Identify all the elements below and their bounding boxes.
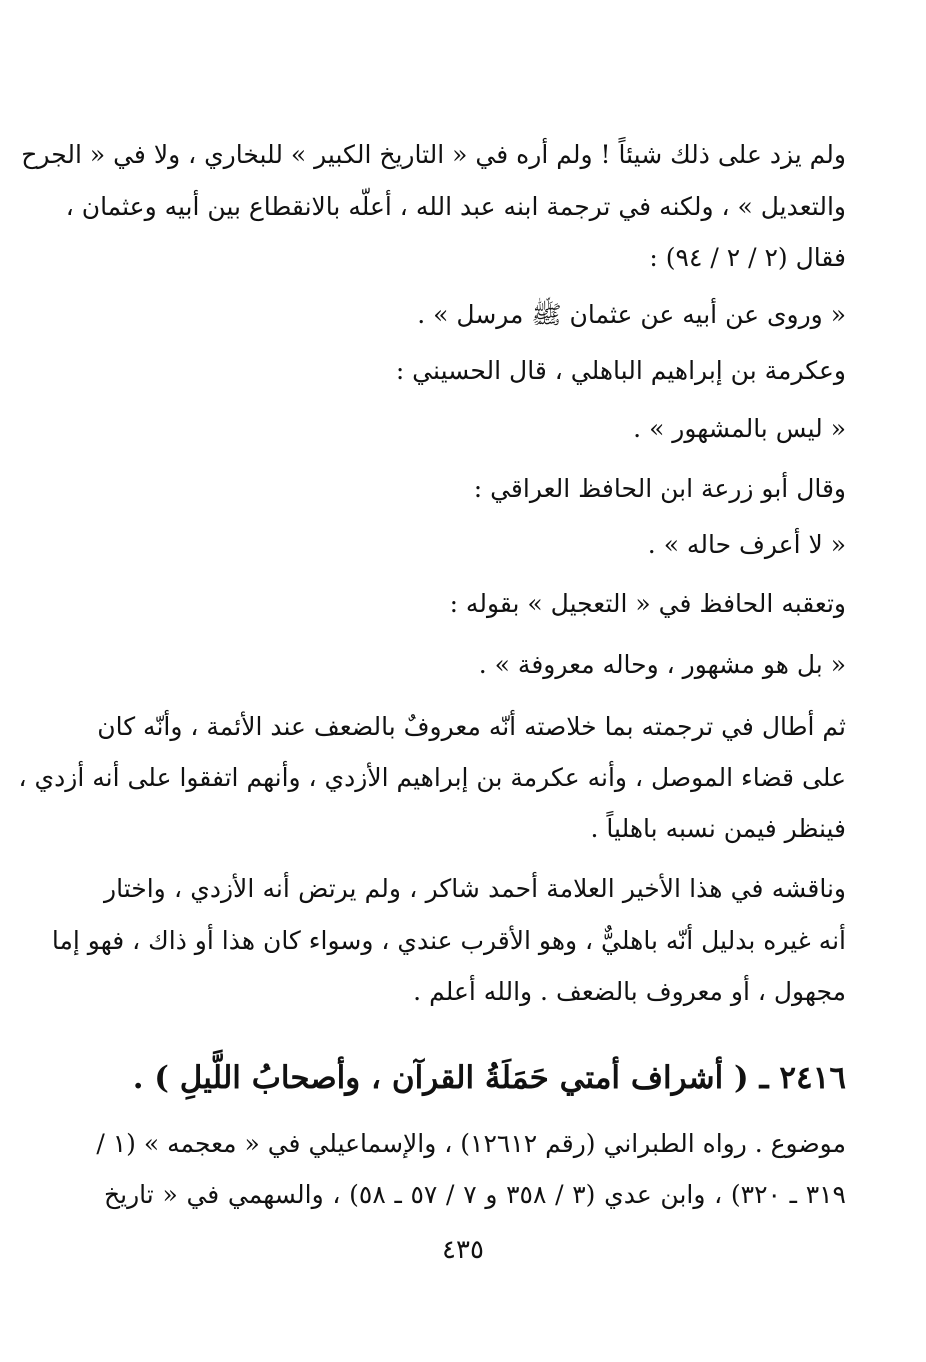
text-line-7: ثم أطال في ترجمته بما خلاصته أنّه معروفٌ بالضعف عند الأئمة ، وأنّه كان (97, 712, 846, 741)
text-line-3: فقال (٢ / ٢ / ٩٤) : (649, 243, 846, 272)
text-line-8: على قضاء الموصل ، وأنه عكرمة بن إبراهيم الأزدي ، وأنهم اتفقوا على أنه أزدي ، (18, 763, 846, 792)
quote-line-3: « لا أعرف حاله » . (647, 530, 846, 559)
text-line-10: وناقشه في هذا الأخير العلامة أحمد شاكر ، ولم يرتض أنه الأزدي ، واختار (104, 874, 846, 903)
text-line-9: فينظر فيمن نسبه باهلياً . (590, 814, 846, 843)
text-line-4: وعكرمة بن إبراهيم الباهلي ، قال الحسيني : (395, 356, 846, 385)
hadith-heading: ٢٤١٦ ـ ( أشراف أمتي حَمَلَةُ القرآن ، وأصحابُ اللَّيلِ ) . (132, 1060, 846, 1096)
text-line-1: ولم يزد على ذلك شيئاً ! ولم أره في « التاريخ الكبير » للبخاري ، ولا في « الجرح (21, 140, 846, 169)
text-line-13: موضوع . رواه الطبراني (رقم ١٢٦١٢) ، والإسماعيلي في « معجمه » (١ / (96, 1129, 846, 1158)
text-line-12: مجهول ، أو معروف بالضعف . والله أعلم . (413, 977, 846, 1006)
text-line-11: أنه غيره بدليل أنّه باهليٌّ ، وهو الأقرب عندي ، وسواء كان هذا أو ذاك ، فهو إما (51, 926, 846, 955)
quote-line-2: « ليس بالمشهور » . (633, 414, 846, 443)
text-line-6: وتعقبه الحافظ في « التعجيل » بقوله : (449, 589, 846, 618)
page-number: ٤٣٥ (442, 1235, 484, 1265)
quote-line-1: « وروى عن أبيه عن عثمان ﷺ مرسل » . (417, 300, 846, 329)
text-line-2: والتعديل » ، ولكنه في ترجمة ابنه عبد الله ، أعلّه بالانقطاع بين أبيه وعثمان ، (65, 192, 846, 221)
text-line-14: ٣١٩ ـ ٣٢٠) ، وابن عدي (٣ / ٣٥٨ و ٧ / ٥٧ ـ ٥٨) ، والسهمي في « تاريخ (104, 1180, 846, 1209)
quote-line-4: « بل هو مشهور ، وحاله معروفة » . (478, 650, 846, 679)
text-line-5: وقال أبو زرعة ابن الحافظ العراقي : (473, 474, 846, 503)
